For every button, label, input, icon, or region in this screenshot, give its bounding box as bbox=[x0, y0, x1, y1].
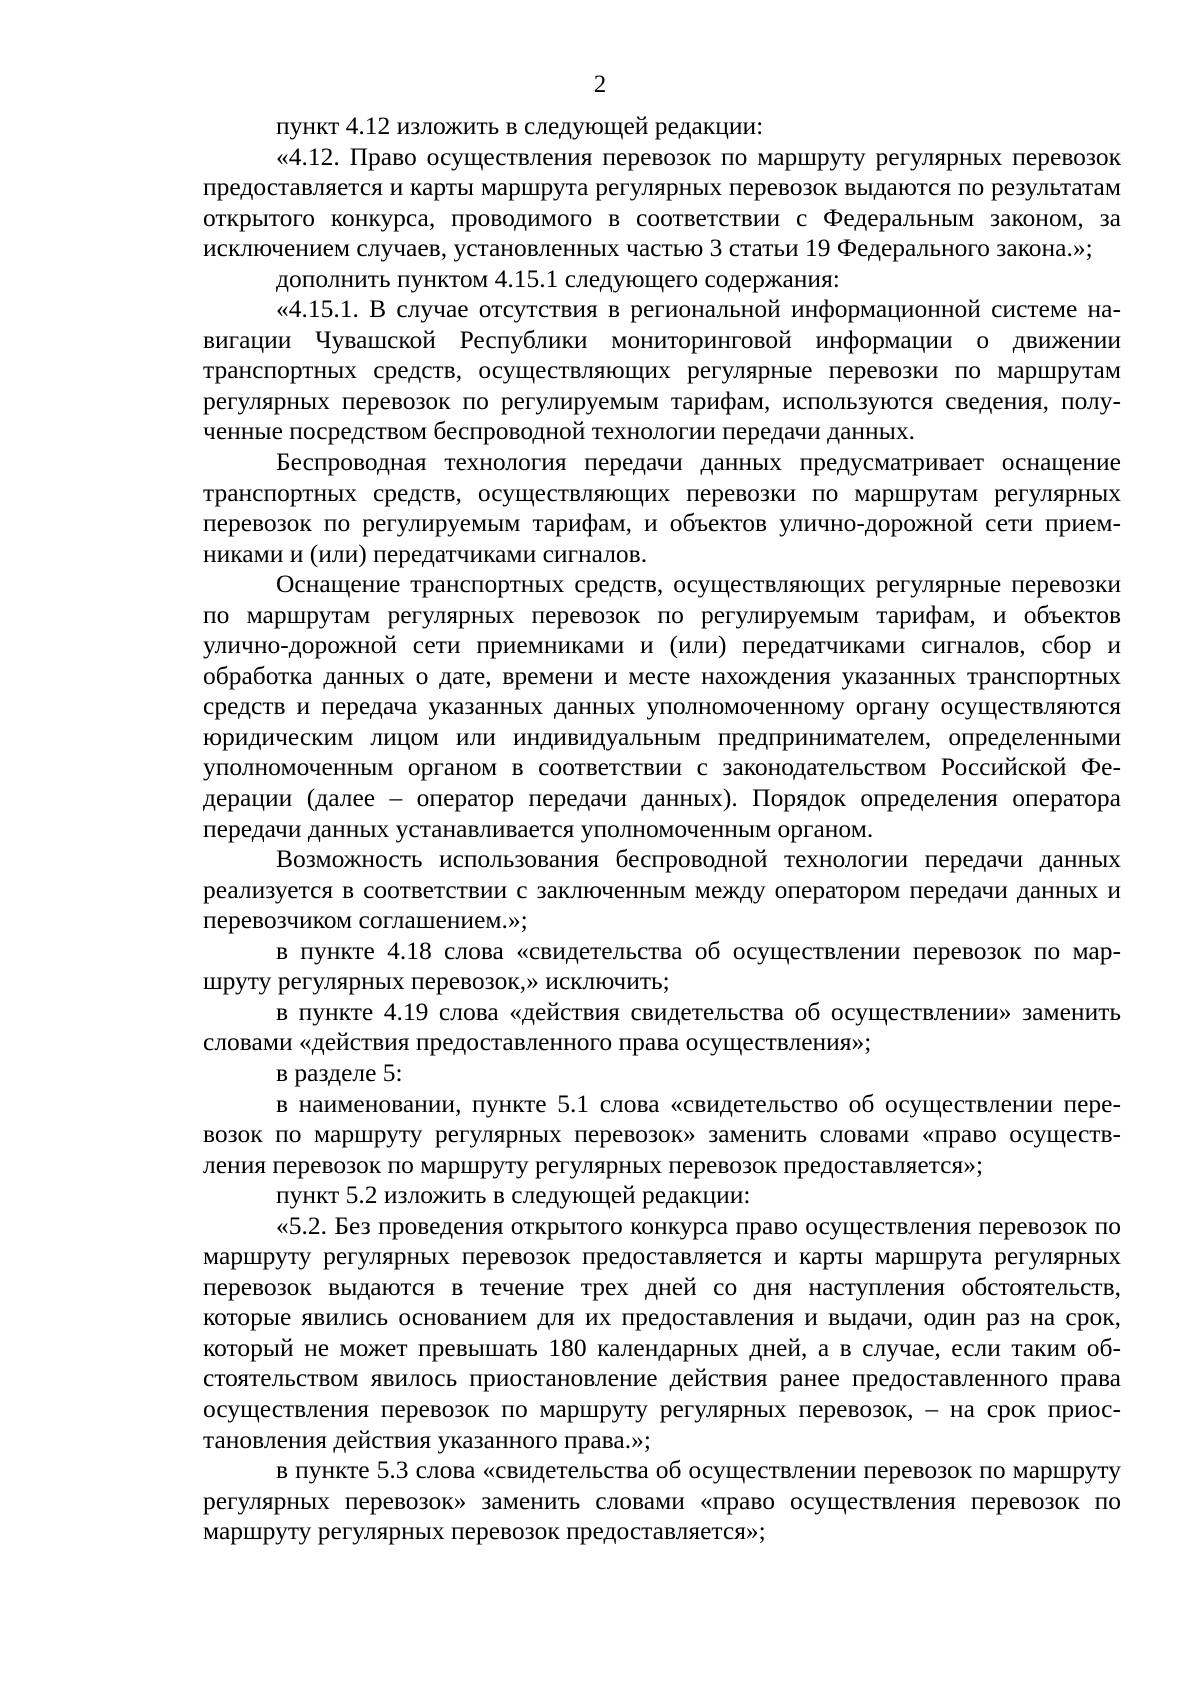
page-number: 2 bbox=[593, 71, 607, 98]
paragraph-item-4-12-intro: пункт 4.12 изложить в следующей редакции: bbox=[276, 111, 764, 140]
paragraph-wireless-agreement: Возможность использования беспроводной технологии передачи данных реализуется в соответствии с заключенным между оператором передачи данных и перевозчиком соглашением.»; bbox=[203, 844, 1121, 935]
paragraph-item-4-15-1-text: «4.15.1. В случае отсутствия в региональной информационной системе навигации Чувашской Республики мониторинговой информации о движении транспортных средств, осуществляющих регулярные перевозки по маршрутам регулярных перевозок по регулируемым тарифам, используются сведения, полученные посредством беспроводной технологии передачи данных. bbox=[203, 294, 1121, 446]
paragraph-item-5-2-text: «5.2. Без проведения открытого конкурса право осуществления перевозок по маршруту регулярных перевозок предоставляется и карты маршрута регулярных перевозок выдаются в течение трех дней со дня наступления обстоятельств, которые явились основанием для их предоставления и выдачи, один раз на срок, который не может превышать 180 календарных дней, а в случае, если таким обстоятельством явилось приостановление действия ранее предоставленного права осуществления перевозок по маршруту регулярных перевозок, – на срок приостановления действия указанного права.»; bbox=[203, 1210, 1121, 1454]
paragraph-item-5-2-intro: пункт 5.2 изложить в следующей редакции: bbox=[276, 1180, 751, 1210]
paragraph-item-4-19: в пункте 4.19 слова «действия свидетельства об осуществлении» заменить словами «действия предоставленного права осуществления»; bbox=[203, 996, 1121, 1057]
document-body bbox=[203, 111, 1121, 1547]
paragraph-wireless-technology: Беспроводная технология передачи данных предусматривает оснащение транспортных средств, осуществляющих перевозки по маршрутам регулярных перевозок по регулируемым тарифам, и объектов улично-дорожной сети приемниками и (или) передатчиками сигналов. bbox=[203, 447, 1121, 568]
paragraph-item-4-15-1-intro: дополнить пунктом 4.15.1 следующего содержания: bbox=[276, 263, 840, 293]
paragraph-item-4-12-text: «4.12. Право осуществления перевозок по маршруту регулярных перевозок предоставляется и карты маршрута регулярных перевозок выдаются по результатам открытого конкурса, проводимого в соответствии с Федеральным законом, за исключением случаев, установленных частью 3 статьи 19 Федерального закона.»; bbox=[203, 141, 1121, 263]
paragraph-vehicle-equipment: Оснащение транспортных средств, осуществляющих регулярные перевозки по маршрутам регулярных перевозок по регулируемым тарифам, и объектов улично-дорожной сети приемниками и (или) передатчиками сигналов, сбор и обработка данных о дате, времени и месте нахождения указанных транспортных средств и передача указанных данных уполномоченному органу осуществляются юридическим лицом или индивидуальным предпринимателем, определенными уполномоченным органом в соответствии с законодательством Российской Федерации (далее – оператор передачи данных). Порядок определения оператора передачи данных устанавливается уполномоченным органом. bbox=[203, 569, 1121, 843]
paragraph-item-5-1: в наименовании, пункте 5.1 слова «свидетельство об осуществлении перевозок по маршруту регулярных перевозок» заменить словами «право осуществления перевозок по маршруту регулярных перевозок предоставляется»; bbox=[203, 1088, 1121, 1179]
paragraph-item-4-18: в пункте 4.18 слова «свидетельства об осуществлении перевозок по маршруту регулярных перевозок,» исключить; bbox=[203, 935, 1121, 996]
paragraph-section-5: в разделе 5: bbox=[276, 1057, 403, 1087]
paragraph-item-5-3: в пункте 5.3 слова «свидетельства об осуществлении перевозок по маршруту регулярных перевозок» заменить словами «право осуществления перевозок по маршруту регулярных перевозок предоставляется»; bbox=[203, 1455, 1121, 1546]
